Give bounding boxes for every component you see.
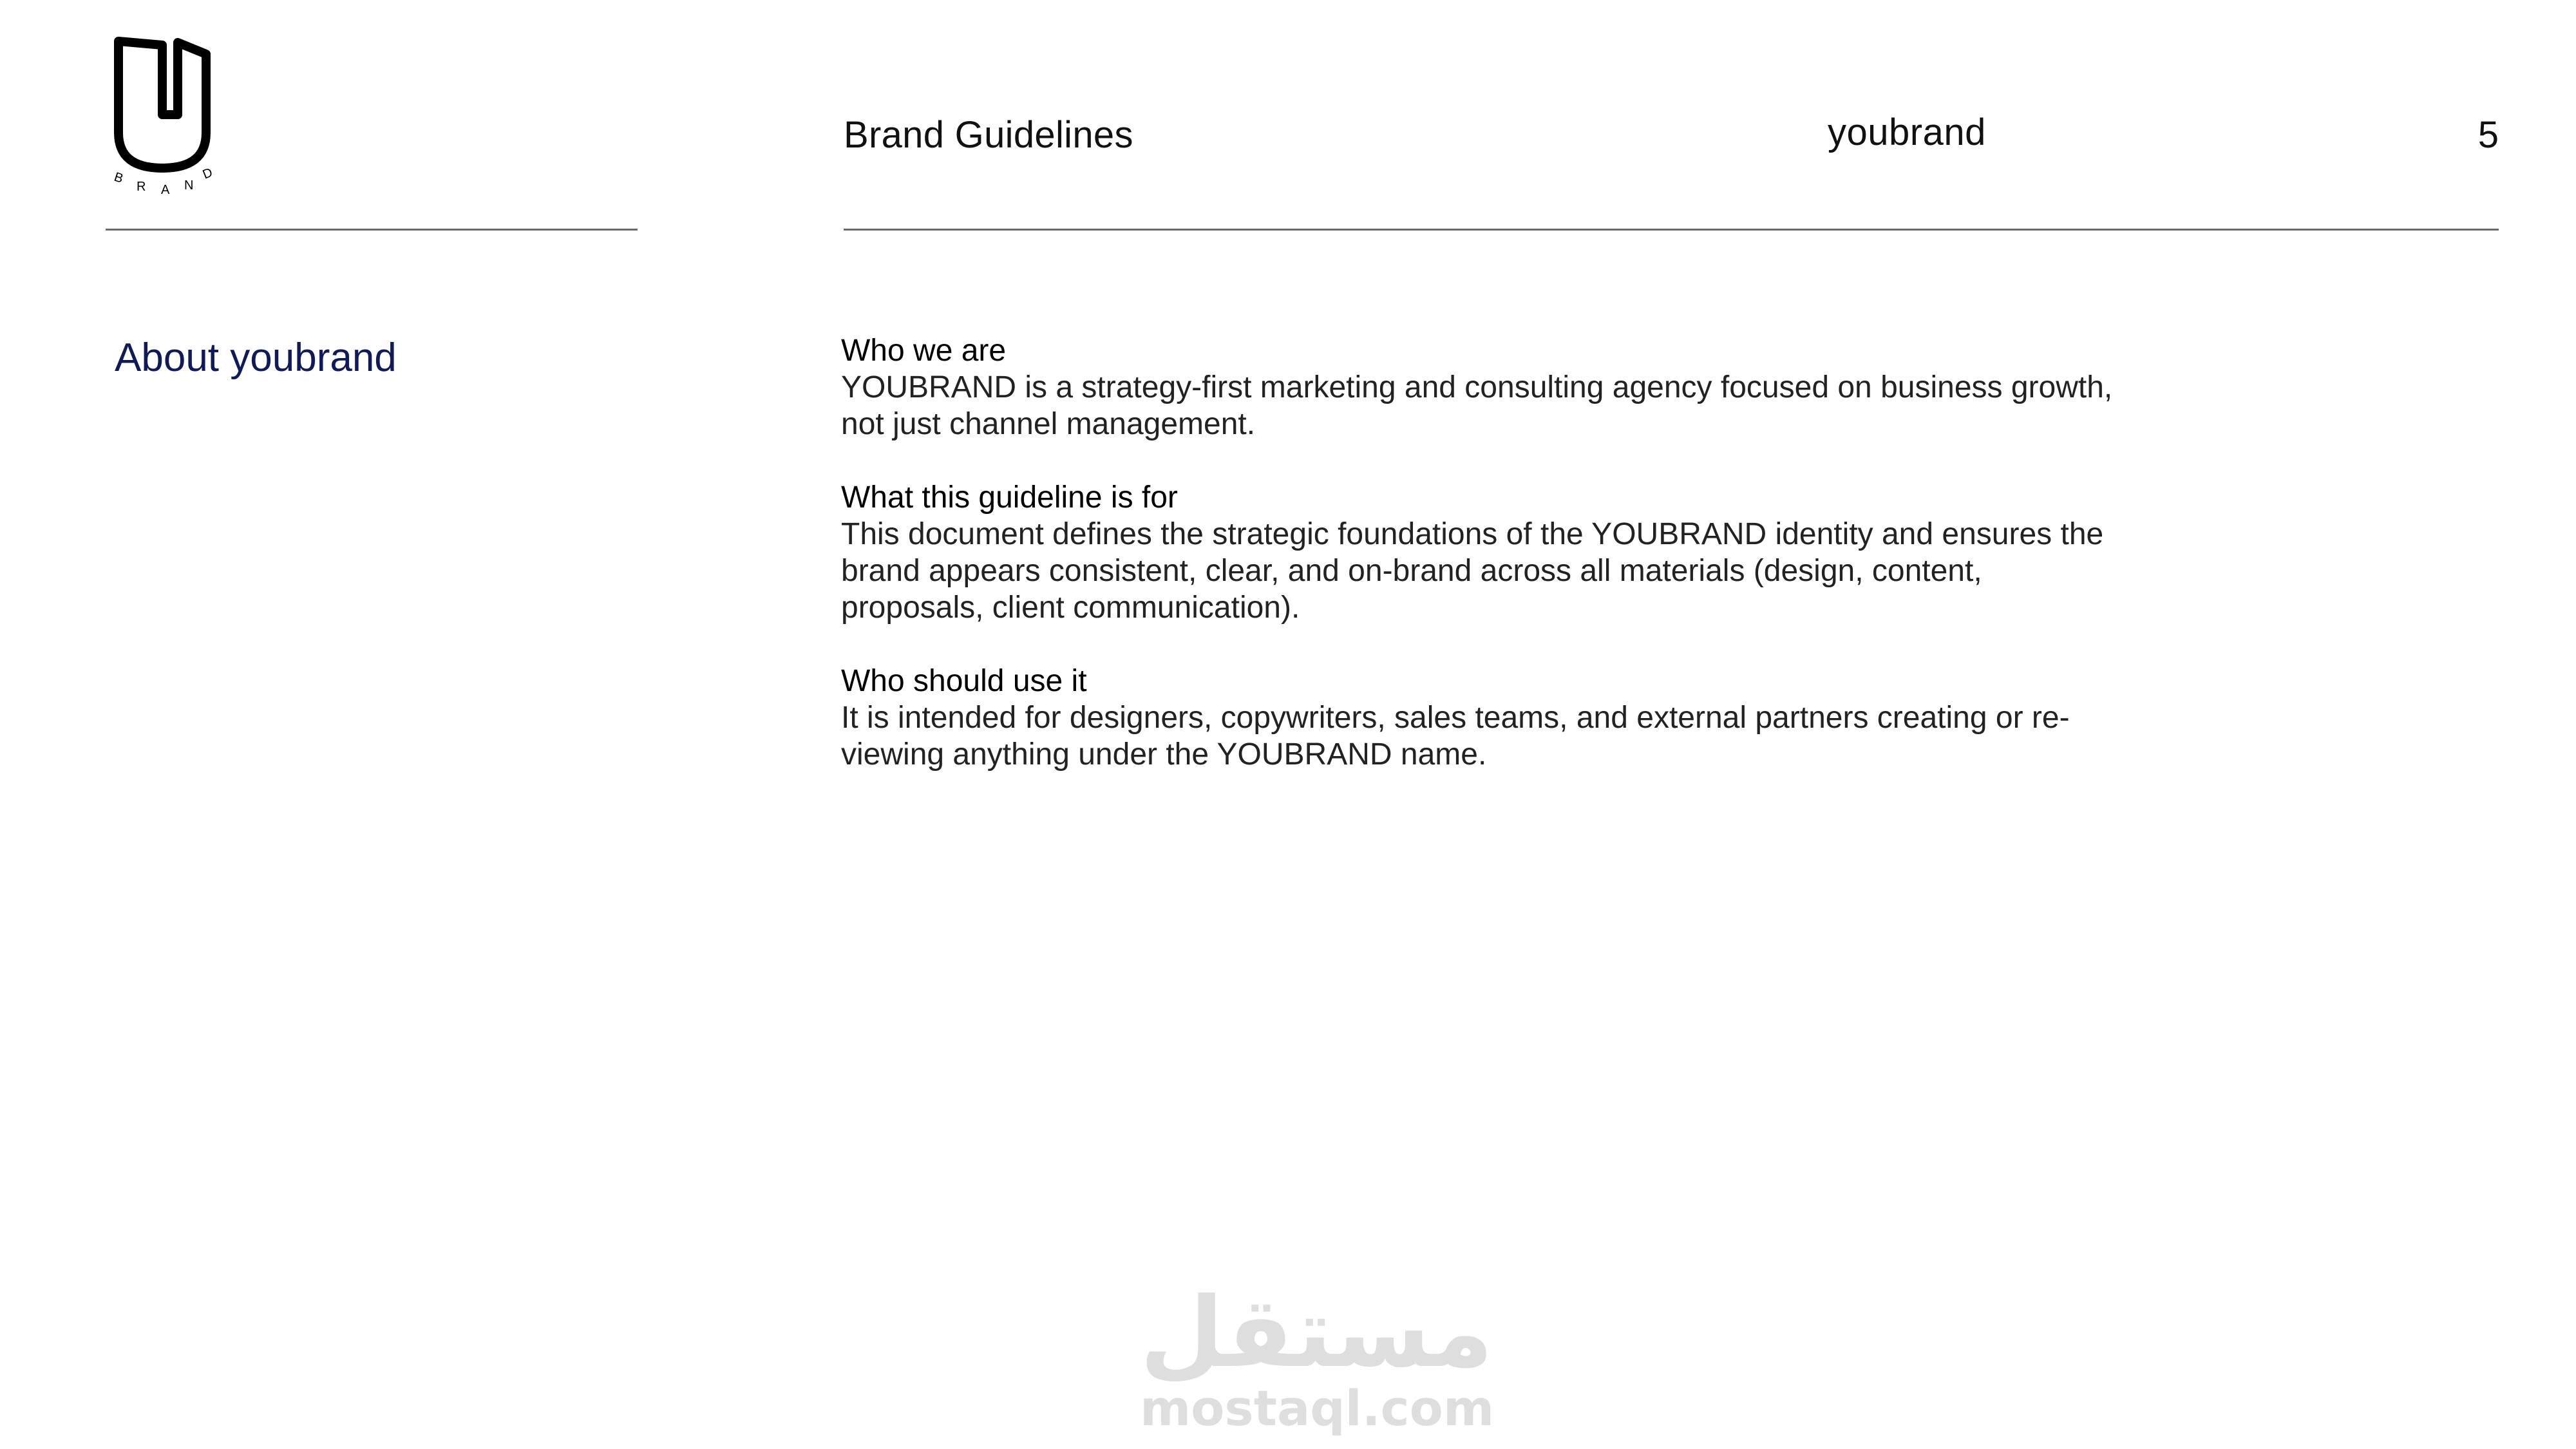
svg-text:B: B — [112, 169, 125, 186]
block-body: YOUBRAND is a strategy-first marketing and consulting agency focused on business growth, not just channel management. — [841, 370, 2113, 441]
page-number: 5 — [2477, 114, 2499, 156]
header-divider-left — [106, 229, 638, 231]
content-column — [841, 332, 2129, 810]
content-block-audience — [841, 663, 2129, 773]
svg-text:D: D — [200, 165, 215, 182]
svg-text:N: N — [184, 178, 194, 193]
header-divider-right — [844, 229, 2499, 231]
block-heading: Who we are — [841, 334, 1007, 368]
watermark — [1140, 1277, 1495, 1437]
header-brand-name: youbrand — [1828, 111, 1986, 153]
u-shield-logo-icon — [106, 36, 234, 197]
content-block-who-we-are — [841, 332, 2129, 442]
content-block-guideline-purpose — [841, 479, 2129, 626]
svg-text:R: R — [137, 180, 146, 194]
watermark-arabic: مستقل — [1140, 1277, 1493, 1389]
watermark-domain: mostaql.com — [1140, 1379, 1495, 1437]
brand-logo — [106, 36, 234, 197]
block-body: It is intended for designers, copywriters, sales teams, and external partners creating or re-viewing anything under the YOUBRAND name. — [841, 701, 2070, 772]
block-heading: What this guideline is for — [841, 480, 1178, 515]
document-title: Brand Guidelines — [844, 114, 1133, 156]
section-title: About youbrand — [115, 336, 397, 380]
svg-text:A: A — [161, 183, 170, 197]
block-body: This document defines the strategic foundations of the YOUBRAND identity and ensures the brand appears consistent, clear, and on-brand across all materials (design, content, proposals, client communication). — [841, 517, 2104, 625]
block-heading: Who should use it — [841, 664, 1087, 698]
